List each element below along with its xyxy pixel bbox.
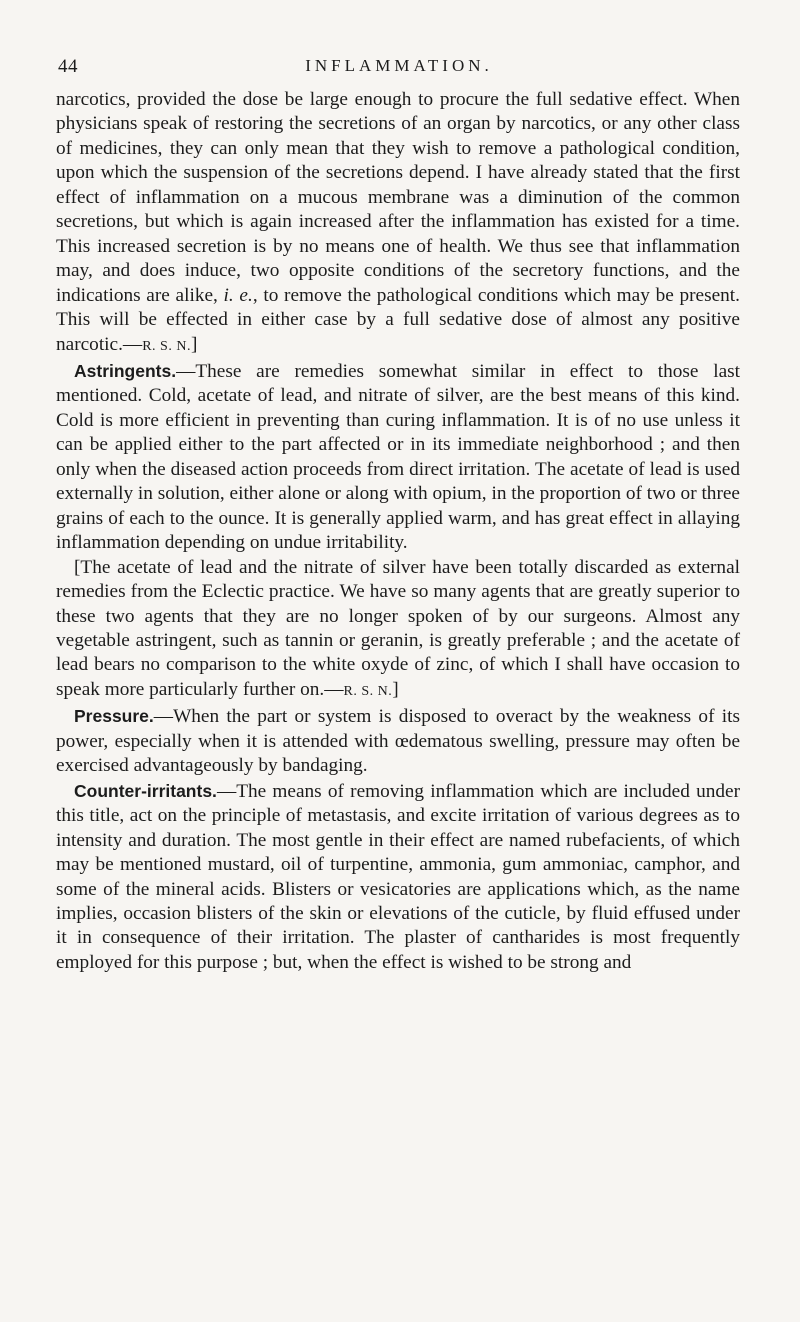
body-text	[56, 88, 740, 975]
section-heading: Counter-irritants.	[74, 780, 217, 801]
italic-abbreviation: i. e.	[223, 284, 253, 306]
page-header	[58, 56, 740, 84]
text-run: narcotics, provided the dose be large enough to procure the full sedative effect. When physicians speak of restoring the secretions of an organ by narcotics, or any other class of medicines, they can only mean that they wish to remove a pathological condition, upon which the suspension of the secretions depend. I have already stated that the first effect of inflammation on a mucous membrane was a diminution of the common secretions, but which is again increased after the inflammation has existed for a time. This increased secretion is by no means one of health. We thus see that inflammation may, and does induce, two opposite conditions of the secretory functions, and the indications are alike,	[56, 89, 740, 306]
text-run: ]	[392, 678, 399, 700]
editor-initials: R. S. N.	[343, 683, 393, 699]
text-run: , to remove the pathological conditions which may be present. This will be effected in either case by a full sedative dose of almost any positive narcotic.—	[56, 284, 740, 355]
text-run: —The means of removing inflammation which are included under this title, act on the principle of metastasis, and excite irritation of various degrees as to intensity and duration. The most gentle in their effect are named rubefacients, of which may be mentioned mustard, oil of turpentine, ammonia, gum ammoniac, camphor, and some of the mineral acids. Blisters or vesicatories are applications which, as the name implies, occasion blisters of the skin or elevations of the cuticle, by fluid effused under it in consequence of their irritation. The plaster of cantharides is most frequently employed for this purpose ; but, when the effect is wished to be strong and	[56, 780, 740, 973]
text-run: [The acetate of lead and the nitrate of silver have been totally discarded as external remedies from the Eclectic practice. We have so many agents that are greatly superior to these two agents that they are no longer spoken of by our surgeons. Almost any vegetable astringent, such as tannin or geranin, is greatly preferable ; and the acetate of lead bears no comparison to the white oxyde of zinc, of which I shall have occasion to speak more particularly further on.—	[56, 556, 740, 700]
paragraph-eclectic-note	[56, 556, 740, 705]
paragraph-narcotics-continued	[56, 88, 740, 359]
text-run: —When the part or system is disposed to overact by the weakness of its power, especially when it is attended with œdematous swelling, pressure may often be exercised advantageously by bandaging.	[56, 706, 740, 777]
editor-initials: R. S. N.	[142, 338, 191, 354]
running-head: INFLAMMATION.	[305, 56, 493, 75]
paragraph-counter-irritants	[56, 779, 740, 976]
page-number: 44	[58, 56, 78, 77]
section-heading: Astringents.	[74, 360, 177, 381]
section-heading: Pressure.	[74, 706, 154, 727]
text-run: ]	[190, 333, 198, 355]
paragraph-pressure	[56, 704, 740, 778]
text-run: —These are remedies somewhat similar in effect to those last mentioned. Cold, acetate of lead, and nitrate of silver, are the best means of this kind. Cold is more efficient in preventing than curing inflammation. It is of no use unless it can be applied either to the part affected or in its immediate neighborhood ; and then only when the diseased action proceeds from direct irritation. The acetate of lead is used externally in solution, either alone or along with opium, in the proportion of two or three grains of each to the ounce. It is generally applied warm, and has great effect in allaying inflammation depending on undue irritability.	[56, 360, 740, 554]
paragraph-astringents	[56, 359, 740, 556]
